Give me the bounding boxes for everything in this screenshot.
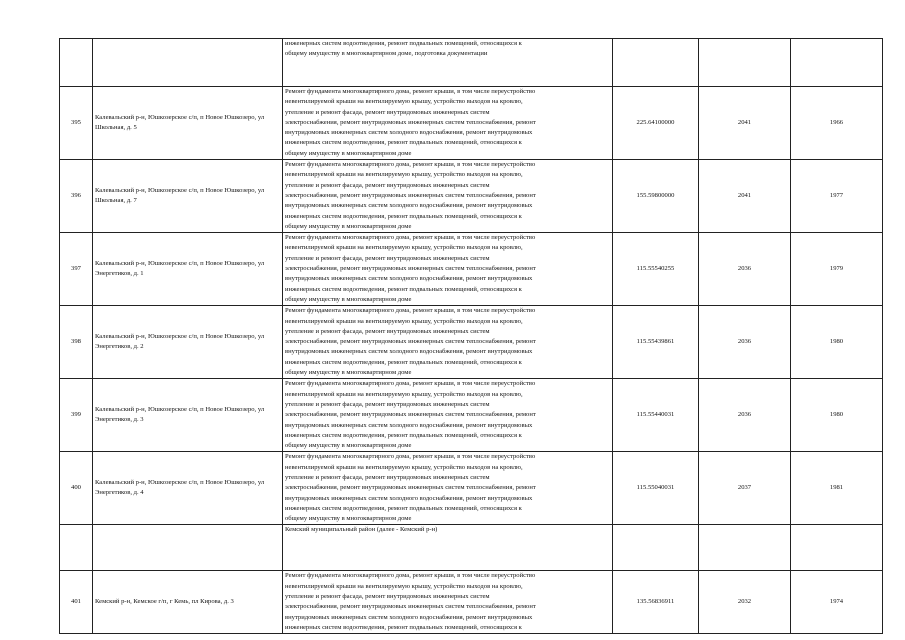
- table-row: [60, 306, 883, 379]
- row-cost: 155.59800000: [613, 160, 699, 233]
- row-cost: 115.55439861: [613, 306, 699, 379]
- row-planned-year: 2041: [699, 160, 791, 233]
- row-address: [93, 39, 283, 87]
- register-table: [59, 38, 883, 634]
- row-built-year: 1979: [791, 233, 883, 306]
- row-number: [60, 39, 93, 87]
- row-cost: 135.56836911: [613, 571, 699, 634]
- row-number: [60, 525, 93, 571]
- row-planned-year: 2036: [699, 379, 791, 452]
- row-works: Ремонт фундамента многоквартирного дома, ремонт крыши, в том числе переустройство невентилируемой крыши на вентилируемую крышу, устройство выходов на кровлю, утепление и ремонт фасада, ремонт внутридомовых инженерных систем электроснабжения, ремонт внутридомовых инженерных систем теплоснабжения, ремонт внутридомовых инженерных систем холодного водоснабжения, ремонт внутридомовых инженерных систем водоотведения, ремонт подвальных помещений, относящихся к общему имуществу в многоквартирном доме: [283, 452, 613, 525]
- row-address: Кемский р-н, Кемское г/п, г Кемь, пл Кирова, д. 3: [93, 571, 283, 634]
- row-planned-year: 2032: [699, 571, 791, 634]
- row-cost: 225.64100000: [613, 87, 699, 160]
- row-number: 397: [60, 233, 93, 306]
- row-number: 401: [60, 571, 93, 634]
- row-number: 395: [60, 87, 93, 160]
- row-built-year: [791, 39, 883, 87]
- row-built-year: 1974: [791, 571, 883, 634]
- row-number: 396: [60, 160, 93, 233]
- table-row: [60, 39, 883, 87]
- row-built-year: 1980: [791, 306, 883, 379]
- row-cost: [613, 39, 699, 87]
- table-row: [60, 452, 883, 525]
- table-row: [60, 160, 883, 233]
- row-planned-year: 2036: [699, 306, 791, 379]
- row-cost: 115.55540255: [613, 233, 699, 306]
- row-address: Калевальский р-н, Юшкозерское с/п, п Новое Юшкозеро, ул Энергетиков, д. 4: [93, 452, 283, 525]
- row-built-year: 1966: [791, 87, 883, 160]
- row-cost: 115.55040031: [613, 452, 699, 525]
- row-address: Калевальский р-н, Юшкозерское с/п, п Новое Юшкозеро, ул Школьная, д. 7: [93, 160, 283, 233]
- row-address: Калевальский р-н, Юшкозерское с/п, п Новое Юшкозеро, ул Школьная, д. 5: [93, 87, 283, 160]
- row-address: Калевальский р-н, Юшкозерское с/п, п Новое Юшкозеро, ул Энергетиков, д. 3: [93, 379, 283, 452]
- row-address: [93, 525, 283, 571]
- table-row: [60, 379, 883, 452]
- row-planned-year: 2041: [699, 87, 791, 160]
- row-planned-year: [699, 525, 791, 571]
- row-planned-year: 2036: [699, 233, 791, 306]
- row-planned-year: [699, 39, 791, 87]
- row-planned-year: 2037: [699, 452, 791, 525]
- section-header-row: [60, 525, 883, 571]
- row-cost: [613, 525, 699, 571]
- row-built-year: 1977: [791, 160, 883, 233]
- table-row: [60, 233, 883, 306]
- row-works: инженерных систем водоотведения, ремонт подвальных помещений, относящихся к общему имуществу в многоквартирном доме, подготовка документации: [283, 39, 613, 87]
- table-row: [60, 571, 883, 634]
- section-title: Кемский муниципальный район (далее - Кемский р-н): [283, 525, 613, 571]
- row-built-year: [791, 525, 883, 571]
- row-number: 399: [60, 379, 93, 452]
- row-works: Ремонт фундамента многоквартирного дома, ремонт крыши, в том числе переустройство невентилируемой крыши на вентилируемую крышу, устройство выходов на кровлю, утепление и ремонт фасада, ремонт внутридомовых инженерных систем электроснабжения, ремонт внутридомовых инженерных систем теплоснабжения, ремонт внутридомовых инженерных систем холодного водоснабжения, ремонт внутридомовых инженерных систем водоотведения, ремонт подвальных помещений, относящихся к общему имуществу в многоквартирном доме: [283, 233, 613, 306]
- row-works: Ремонт фундамента многоквартирного дома, ремонт крыши, в том числе переустройство невентилируемой крыши на вентилируемую крышу, устройство выходов на кровлю, утепление и ремонт фасада, ремонт внутридомовых инженерных систем электроснабжения, ремонт внутридомовых инженерных систем теплоснабжения, ремонт внутридомовых инженерных систем холодного водоснабжения, ремонт внутридомовых инженерных систем водоотведения, ремонт подвальных помещений, относящихся к общему имуществу в многоквартирном доме: [283, 87, 613, 160]
- row-works: Ремонт фундамента многоквартирного дома, ремонт крыши, в том числе переустройство невентилируемой крыши на вентилируемую крышу, устройство выходов на кровлю, утепление и ремонт фасада, ремонт внутридомовых инженерных систем электроснабжения, ремонт внутридомовых инженерных систем теплоснабжения, ремонт внутридомовых инженерных систем холодного водоснабжения, ремонт внутридомовых инженерных систем водоотведения, ремонт подвальных помещений, относящихся к общему имуществу в многоквартирном доме: [283, 306, 613, 379]
- row-address: Калевальский р-н, Юшкозерское с/п, п Новое Юшкозеро, ул Энергетиков, д. 2: [93, 306, 283, 379]
- row-cost: 115.55440031: [613, 379, 699, 452]
- row-works: Ремонт фундамента многоквартирного дома, ремонт крыши, в том числе переустройство невентилируемой крыши на вентилируемую крышу, устройство выходов на кровлю, утепление и ремонт фасада, ремонт внутридомовых инженерных систем электроснабжения, ремонт внутридомовых инженерных систем теплоснабжения, ремонт внутридомовых инженерных систем холодного водоснабжения, ремонт внутридомовых инженерных систем водоотведения, ремонт подвальных помещений, относящихся к общему имуществу в многоквартирном доме: [283, 160, 613, 233]
- row-works: Ремонт фундамента многоквартирного дома, ремонт крыши, в том числе переустройство невентилируемой крыши на вентилируемую крышу, устройство выходов на кровлю, утепление и ремонт фасада, ремонт внутридомовых инженерных систем электроснабжения, ремонт внутридомовых инженерных систем теплоснабжения, ремонт внутридомовых инженерных систем холодного водоснабжения, ремонт внутридомовых инженерных систем водоотведения, ремонт подвальных помещений, относящихся к общему имуществу в многоквартирном доме: [283, 379, 613, 452]
- row-number: 398: [60, 306, 93, 379]
- row-number: 400: [60, 452, 93, 525]
- row-built-year: 1981: [791, 452, 883, 525]
- row-address: Калевальский р-н, Юшкозерское с/п, п Новое Юшкозеро, ул Энергетиков, д. 1: [93, 233, 283, 306]
- table-row: [60, 87, 883, 160]
- row-works: Ремонт фундамента многоквартирного дома, ремонт крыши, в том числе переустройство невентилируемой крыши на вентилируемую крышу, устройство выходов на кровлю, утепление и ремонт фасада, ремонт внутридомовых инженерных систем электроснабжения, ремонт внутридомовых инженерных систем теплоснабжения, ремонт внутридомовых инженерных систем холодного водоснабжения, ремонт внутридомовых инженерных систем водоотведения, ремонт подвальных помещений, относящихся к: [283, 571, 613, 634]
- row-built-year: 1980: [791, 379, 883, 452]
